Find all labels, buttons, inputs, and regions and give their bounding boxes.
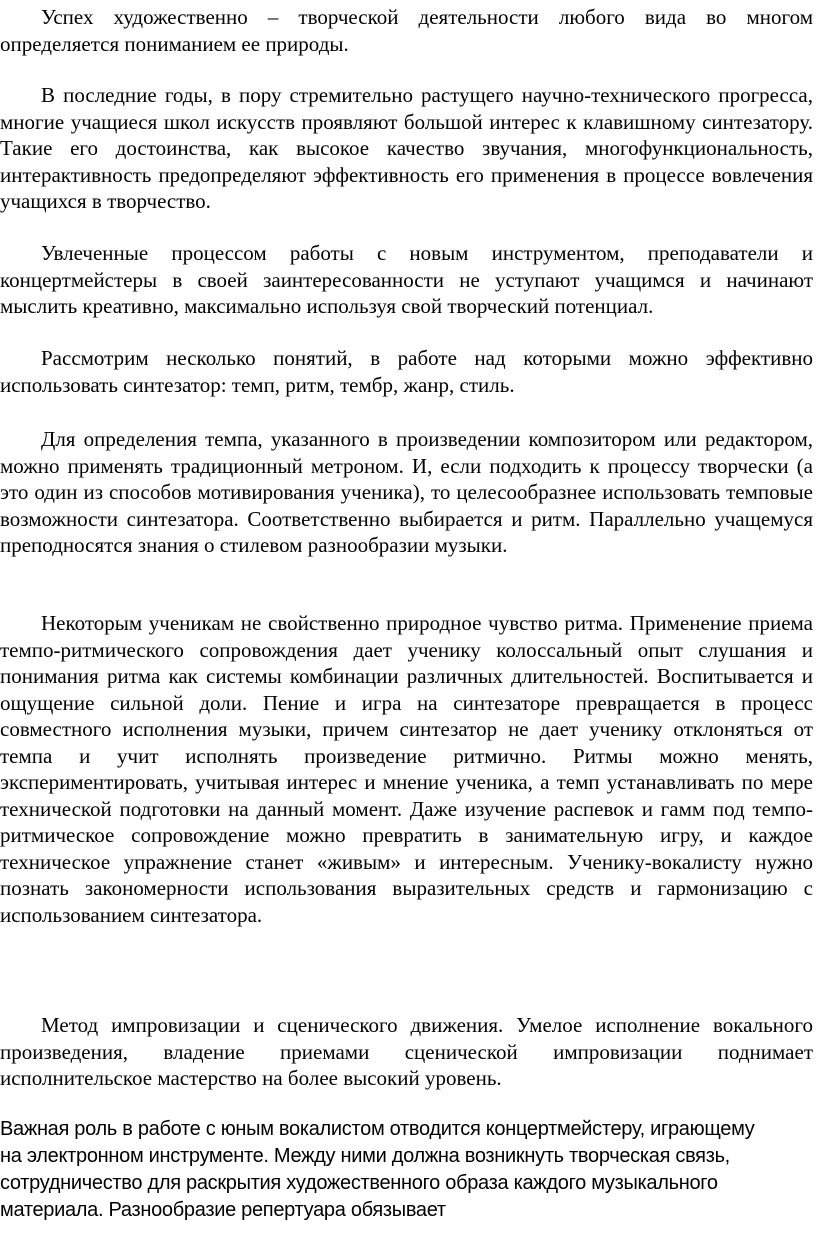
paragraph-rhythm: Некоторым ученикам не свойственно природное чувство ритма. Применение приема темпо-ритмического сопровождения дает ученику колоссальный опыт слушания и понимания ритма как системы комбинации различных длительностей. Воспитывается и ощущение сильной доли. Пение и игра на синтезаторе превращается в процесс совместного исполнения музыки, причем синтезатор не дает ученику отклоняться от темпа и учит исполнять произведение ритмично. Ритмы можно менять, экспериментировать, учитывая интерес и мнение ученика, а темп устанавливать по мере технической подготовки на данный момент. Даже изучение распевок и гамм под темпо-ритмическое сопровождение можно превратить в занимательную игру, и каждое техническое упражнение станет «живым» и интересным. Ученику-вокалисту нужно познать закономерности использования выразительных средств и гармонизацию с использованием синтезатора. xyxy=(0,611,813,927)
paragraph-tempo: Для определения темпа, указанного в произведении композитором или редактором, можно применять традиционный метроном. И, если подходить к процессу творчески (а это один из способов мотивирования ученика), то целесообразнее использовать темповые возможности синтезатора. Соответственно выбирается и ритм. Параллельно учащемуся преподносятся знания о стилевом разнообразии музыки. xyxy=(0,427,813,557)
paragraph-teachers: Увлеченные процессом работы с новым инструментом, преподаватели и концертмейстеры в своей заинтересованности не уступают учащимся и начинают мыслить креативно, максимально используя свой творческий потенциал. xyxy=(0,241,813,318)
paragraph-synthesizer-interest: В последние годы, в пору стремительно растущего научно-технического прогресса, многие учащиеся школ искусств проявляют большой интерес к клавишному синтезатору. Такие его достоинства, как высокое качество звучания, многофункциональность, интерактивность предопределяют эффективность его применения в процессе вовлечения учащихся в творчество. xyxy=(0,83,813,213)
paragraph-improvisation: Метод импровизации и сценического движения. Умелое исполнение вокального произведения, владение приемами сценической импровизации поднимает исполнительское мастерство на более высокий уровень. xyxy=(0,1013,813,1090)
paragraph-accompanist: Важная роль в работе с юным вокалистом отводится концертмейстеру, играющему на электронном инструменте. Между ними должна возникнуть творческая связь, сотрудничество для раскрытия художественного образа каждого музыкального материала. Разнообразие репертуара обязывает xyxy=(0,1118,755,1221)
paragraph-intro: Успех художественно – творческой деятельности любого вида во многом определяется пониманием ее природы. xyxy=(0,5,813,56)
paragraph-concepts: Рассмотрим несколько понятий, в работе над которыми можно эффективно использовать синтезатор: темп, ритм, тембр, жанр, стиль. xyxy=(0,346,813,397)
